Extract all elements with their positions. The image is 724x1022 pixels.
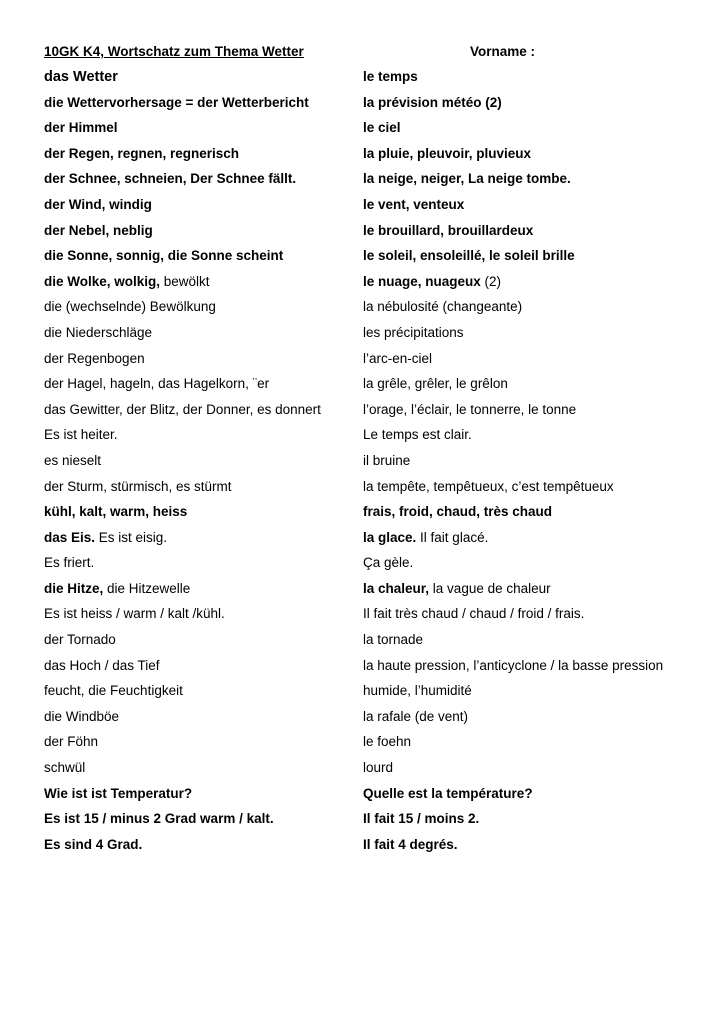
german-term: der Wind, windig	[44, 196, 152, 212]
french-term-regular: Il fait glacé.	[416, 529, 489, 545]
german-term: das Hoch / das Tief	[44, 657, 160, 673]
vocab-row	[44, 143, 694, 169]
german-term: Es ist 15 / minus 2 Grad warm / kalt.	[44, 811, 274, 827]
german-term: der Föhn	[44, 734, 99, 750]
vocab-row	[44, 450, 694, 476]
german-term: das Gewitter, der Blitz, der Donner, es donnert	[44, 401, 321, 417]
german-term: Es friert.	[44, 555, 95, 571]
german-term-regular: die Hitzewelle	[103, 580, 191, 596]
french-term-regular: la vague de chaleur	[429, 580, 551, 596]
vocab-row	[44, 578, 694, 604]
french-term: le brouillard, brouillardeux	[363, 222, 534, 238]
french-term: Il fait très chaud / chaud / froid / frais.	[363, 606, 585, 622]
french-term: Il fait 4 degrés.	[363, 836, 458, 852]
german-term: die Niederschläge	[44, 324, 153, 340]
worksheet-title: 10GK K4, Wortschatz zum Thema Wetter	[44, 44, 304, 59]
french-term: la prévision météo (2)	[363, 94, 502, 110]
french-term: le foehn	[363, 734, 412, 750]
vocab-row	[44, 296, 694, 322]
french-term: les précipitations	[363, 324, 464, 340]
vocab-row	[44, 194, 694, 220]
german-term-bold: das Eis.	[44, 529, 96, 545]
worksheet-header	[44, 44, 684, 64]
french-term-bold: le nuage, nuageux	[363, 273, 481, 289]
vocab-row	[44, 117, 694, 143]
german-term-bold: die Wolke, wolkig,	[44, 273, 161, 289]
french-term	[363, 271, 501, 293]
french-term: la neige, neiger, La neige tombe.	[363, 171, 571, 187]
german-term: die Sonne, sonnig, die Sonne scheint	[44, 248, 284, 264]
german-term-regular: Es ist eisig.	[95, 529, 168, 545]
french-term: humide, l’humidité	[363, 683, 472, 699]
french-term: l’arc-en-ciel	[363, 350, 433, 366]
french-term: le soleil, ensoleillé, le soleil brille	[363, 248, 575, 264]
vocab-row	[44, 168, 694, 194]
vocab-row	[44, 706, 694, 732]
french-term: l’orage, l’éclair, le tonnerre, le tonne	[363, 401, 577, 417]
vocab-row	[44, 66, 694, 92]
french-term: le ciel	[363, 120, 401, 136]
vocab-row	[44, 655, 694, 681]
french-term: la haute pression, l’anticyclone / la basse pression	[363, 657, 664, 673]
french-term: la tornade	[363, 632, 424, 648]
german-term: der Regen, regnen, regnerisch	[44, 145, 240, 161]
french-term: lourd	[363, 760, 394, 776]
german-term: das Wetter	[44, 69, 118, 85]
german-term: schwül	[44, 760, 86, 776]
german-term	[44, 527, 167, 549]
french-term-regular: (2)	[480, 273, 502, 289]
french-term: il bruine	[363, 452, 411, 468]
german-term	[44, 578, 190, 600]
vocab-row	[44, 629, 694, 655]
french-term	[363, 578, 551, 600]
german-term: der Nebel, neblig	[44, 222, 153, 238]
vocab-row	[44, 552, 694, 578]
german-term: feucht, die Feuchtigkeit	[44, 683, 183, 699]
german-term	[44, 271, 210, 293]
vocab-row	[44, 424, 694, 450]
german-term: die Windböe	[44, 708, 120, 724]
french-term: la pluie, pleuvoir, pluvieux	[363, 145, 532, 161]
german-term: der Regenbogen	[44, 350, 145, 366]
vocab-row	[44, 527, 694, 553]
vocab-row	[44, 834, 694, 860]
vocab-row	[44, 680, 694, 706]
german-term: Es sind 4 Grad.	[44, 836, 143, 852]
french-term: la tempête, tempêtueux, c’est tempêtueux	[363, 478, 614, 494]
vocab-row	[44, 245, 694, 271]
vocab-row	[44, 322, 694, 348]
vocab-row	[44, 271, 694, 297]
vocab-row	[44, 399, 694, 425]
german-term: Es ist heiter.	[44, 427, 118, 443]
vocab-row	[44, 501, 694, 527]
french-term	[363, 527, 488, 549]
german-term: kühl, kalt, warm, heiss	[44, 504, 188, 520]
vocab-row	[44, 783, 694, 809]
german-term: die (wechselnde) Bewölkung	[44, 299, 216, 315]
french-term: Le temps est clair.	[363, 427, 472, 443]
first-name-label: Vorname :	[470, 44, 536, 59]
german-term: der Himmel	[44, 120, 118, 136]
french-term: Quelle est la température?	[363, 785, 533, 801]
vocab-row	[44, 220, 694, 246]
vocab-row	[44, 603, 694, 629]
french-term: la grêle, grêler, le grêlon	[363, 376, 508, 392]
vocab-row	[44, 476, 694, 502]
vocab-row	[44, 348, 694, 374]
french-term-bold: la glace.	[363, 529, 417, 545]
vocab-row	[44, 757, 694, 783]
german-term: der Schnee, schneien, Der Schnee fällt.	[44, 171, 297, 187]
german-term-bold: die Hitze,	[44, 580, 104, 596]
vocab-row	[44, 373, 694, 399]
french-term: la rafale (de vent)	[363, 708, 469, 724]
french-term: la nébulosité (changeante)	[363, 299, 523, 315]
german-term: der Sturm, stürmisch, es stürmt	[44, 478, 232, 494]
french-term: Il fait 15 / moins 2.	[363, 811, 480, 827]
vocab-row	[44, 808, 694, 834]
french-term: le vent, venteux	[363, 196, 465, 212]
german-term-regular: bewölkt	[160, 273, 210, 289]
german-term: die Wettervorhersage = der Wetterbericht	[44, 94, 309, 110]
german-term: es nieselt	[44, 452, 102, 468]
german-term: Es ist heiss / warm / kalt /kühl.	[44, 606, 225, 622]
vocab-row	[44, 731, 694, 757]
french-term: le temps	[363, 69, 418, 84]
french-term: Ça gèle.	[363, 555, 414, 571]
german-term: der Tornado	[44, 632, 116, 648]
vocabulary-list	[44, 66, 694, 859]
german-term: der Hagel, hageln, das Hagelkorn, ¨er	[44, 376, 270, 392]
german-term: Wie ist ist Temperatur?	[44, 785, 193, 801]
french-term: frais, froid, chaud, très chaud	[363, 504, 553, 520]
vocab-row	[44, 92, 694, 118]
french-term-bold: la chaleur,	[363, 580, 430, 596]
